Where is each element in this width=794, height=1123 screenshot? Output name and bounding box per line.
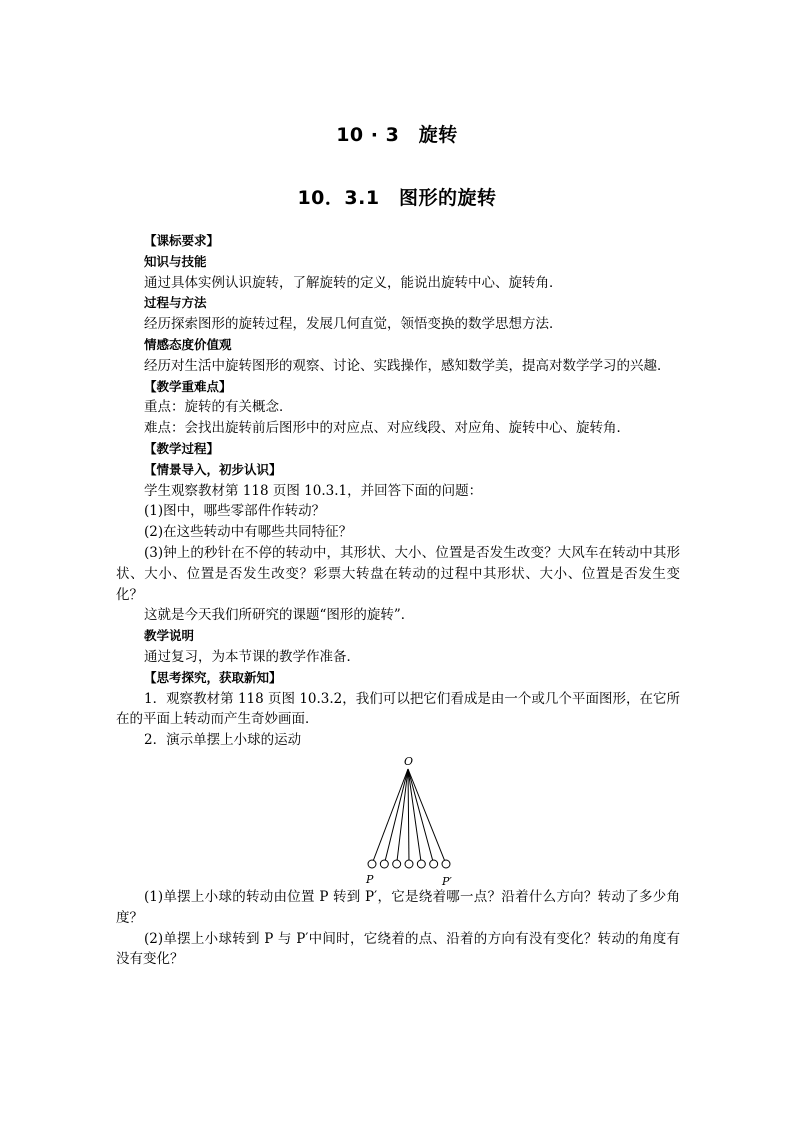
- pendulum-strings: [368, 769, 450, 868]
- paragraph: 通过复习，为本节课的教学作准备．: [144, 648, 360, 665]
- pendulum-string: [408, 769, 409, 860]
- pendulum-ball: [380, 860, 388, 868]
- pendulum-ball: [405, 860, 413, 868]
- subheading-process-methods: 过程与方法: [144, 295, 207, 311]
- subheading-attitude-values: 情感态度价值观: [144, 336, 232, 352]
- paragraph: 2．演示单摆上小球的运动: [144, 732, 302, 749]
- pendulum-ball: [430, 860, 438, 868]
- pendulum-string: [408, 769, 445, 860]
- heading-scenario-intro: 【情景导入，初步认识】: [144, 461, 282, 477]
- question-item: (1)单摆上小球的转动由位置 P 转到 P′，它是绕着哪一点？沿着什么方向？转动了多少角度？: [116, 888, 680, 926]
- section-title: 10 · 3 旋转: [336, 124, 458, 146]
- paragraph: 这就是今天我们所研究的课题“图形的旋转”．: [144, 607, 415, 624]
- pendulum-ball: [417, 860, 425, 868]
- heading-key-points: 【教学重难点】: [144, 378, 232, 394]
- heading-teaching-process: 【教学过程】: [144, 440, 220, 456]
- label-p: P: [366, 872, 374, 886]
- paragraph: 经历探索图形的旋转过程，发展几何直觉，领悟变换的数学思想方法．: [144, 316, 563, 333]
- pendulum-ball: [393, 860, 401, 868]
- label-o: O: [404, 754, 414, 768]
- subheading-knowledge-skills: 知识与技能: [144, 253, 207, 269]
- question-item: (3)钟上的秒针在不停的转动中，其形状、大小、位置是否发生改变？大风车在转动中其形状、大小、位置是否发生改变？彩票大转盘在转动的过程中其形状、大小、位置是否发生变化？: [116, 544, 680, 603]
- pendulum-string: [385, 769, 408, 860]
- subheading-teaching-note: 教学说明: [144, 628, 195, 644]
- lesson-content: [116, 231, 680, 970]
- pendulum-figure: [116, 755, 680, 887]
- paragraph: 通过具体实例认识旋转，了解旋转的定义，能说出旋转中心、旋转角．: [144, 274, 563, 291]
- heading-curriculum-requirements: 【课标要求】: [144, 233, 220, 248]
- paragraph: 1．观察教材第 118 页图 10.3.2，我们可以把它们看成是由一个或几个平面图形，在它所在的平面上转动而产生奇妙画面．: [116, 690, 680, 728]
- pendulum-string: [408, 769, 433, 860]
- pendulum-ball: [368, 860, 376, 868]
- pendulum-string: [408, 769, 421, 860]
- paragraph: 经历对生活中旋转图形的观察、讨论、实践操作，感知数学美，提高对数学学习的兴趣．: [144, 357, 671, 374]
- subsection-title: 10．3.1 图形的旋转: [297, 187, 497, 209]
- label-p-prime: P′: [442, 874, 452, 888]
- paragraph-key-point: 重点：旋转的有关概念．: [144, 399, 293, 416]
- question-item: (1)图中，哪些零部件作转动？: [144, 503, 326, 520]
- heading-explore: 【思考探究，获取新知】: [144, 669, 282, 685]
- pendulum-diagram: [352, 755, 462, 887]
- paragraph-difficulty: 难点：会找出旋转前后图形中的对应点、对应线段、对应角、旋转中心、旋转角．: [144, 420, 630, 437]
- paragraph: 学生观察教材第 118 页图 10.3.1，并回答下面的问题：: [144, 482, 483, 499]
- question-item: (2)在这些转动中有哪些共同特征？: [144, 524, 353, 541]
- question-item: (2)单摆上小球转到 P 与 P′中间时，它绕着的点、沿着的方向有没有变化？转动的角度有没有变化？: [116, 930, 680, 968]
- pendulum-ball: [442, 860, 450, 868]
